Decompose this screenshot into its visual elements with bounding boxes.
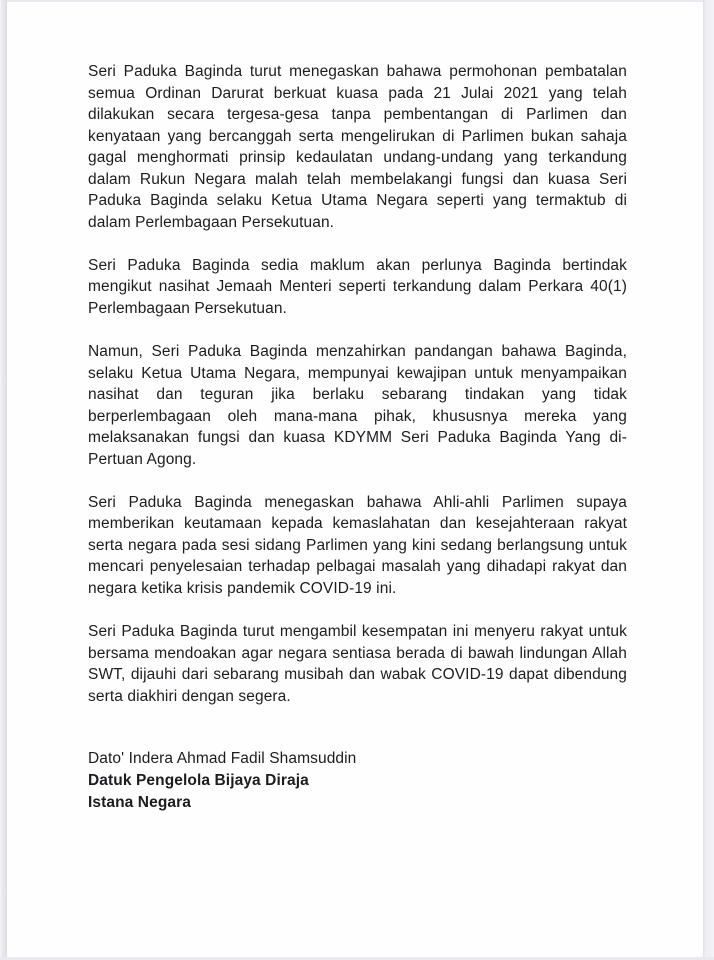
signatory-title: Datuk Pengelola Bijaya Diraja bbox=[88, 772, 309, 790]
paragraph-ordinan-darurat: Seri Paduka Baginda turut menegaskan bahawa permohonan pembatalan semua Ordinan Darurat berkuat kuasa pada 21 Julai 2021 yang telah dilakukan secara tergesa-gesa tanpa pembentangan di Parlimen dan kenyataan yang bercanggah serta mengelirukan di Parlimen bukan sahaja gagal menghormati prinsip kedaulatan undang-undang yang terkandung dalam Rukun Negara malah telah membelakangi fungsi dan kuasa Seri Paduka Baginda selaku Ketua Utama Negara seperti yang termaktub di dalam Perlembagaan Persekutuan. bbox=[88, 63, 627, 231]
paragraph-doa-rakyat: Seri Paduka Baginda turut mengambil kesempatan ini menyeru rakyat untuk bersama mendoakan agar negara sentiasa berada di bawah lindungan Allah SWT, dijauhi dari sebarang musibah dan wabak COVID-19 dapat dibendung serta diakhiri dengan segera. bbox=[88, 623, 627, 705]
photo-edge-left bbox=[0, 0, 7, 960]
signatory-organization: Istana Negara bbox=[88, 793, 191, 811]
paragraph-seruan-parlimen: Seri Paduka Baginda menegaskan bahawa Ahli-ahli Parlimen supaya memberikan keutamaan kepada kemaslahatan dan kesejahteraan rakyat serta negara pada sesi sidang Parlimen yang kini sedang berlangsung untuk mencari penyelesaian terhadap pelbagai masalah yang dihadapi rakyat dan negara ketika krisis pandemik COVID-19 ini. bbox=[88, 493, 627, 597]
paragraph-pandangan-baginda: Namun, Seri Paduka Baginda menzahirkan pandangan bahawa Baginda, selaku Ketua Utama Negara, mempunyai kewajipan untuk menyampaikan nasihat dan teguran jika berlaku sebarang tindakan yang tidak berperlembagaan oleh mana-mana pihak, khususnya mereka yang melaksanakan fungsi dan kuasa KDYMM Seri Paduka Baginda Yang di-Pertuan Agong. bbox=[88, 343, 627, 468]
signature-block bbox=[88, 748, 627, 813]
paragraph-perkara-40-1: Seri Paduka Baginda sedia maklum akan perlunya Baginda bertindak mengikut nasihat Jemaah Menteri seperti terkandung dalam Perkara 40(1) Perlembagaan Persekutuan. bbox=[88, 256, 627, 317]
letter-body bbox=[88, 61, 627, 814]
photo-edge-right bbox=[703, 0, 714, 960]
signatory-name: Dato' Indera Ahmad Fadil Shamsuddin bbox=[88, 750, 357, 768]
photo-edge-top bbox=[0, 0, 714, 2]
